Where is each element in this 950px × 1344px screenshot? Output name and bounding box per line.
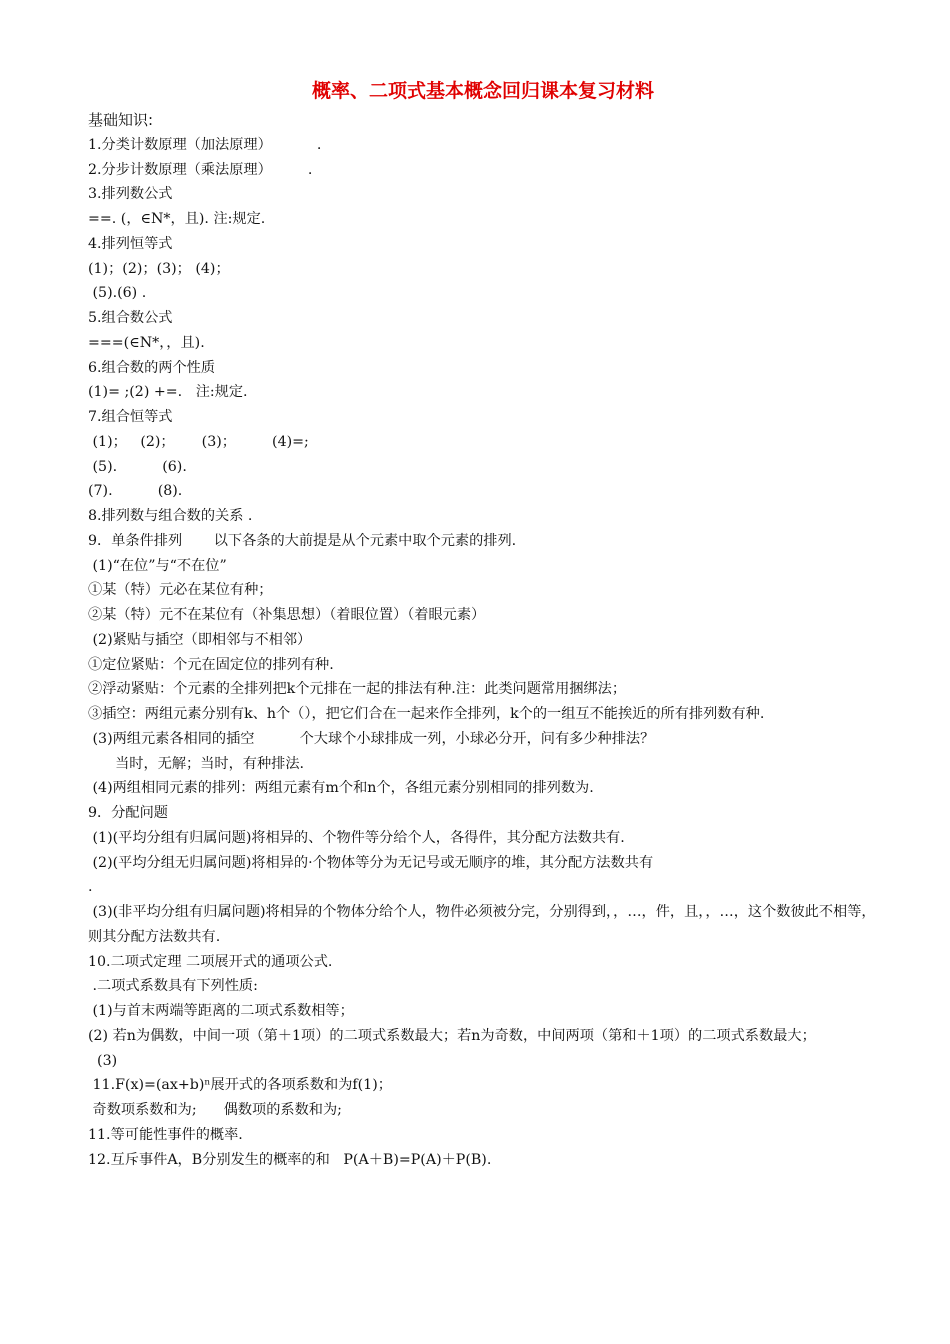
text-line: 11.等可能性事件的概率. bbox=[88, 1126, 243, 1143]
text-line: . bbox=[88, 879, 93, 896]
text-line: 5.组合数公式 bbox=[88, 310, 173, 326]
text-line: (3)两组元素各相同的插空 个大球个小球排成一列，小球必分开，问有多少种排法？ bbox=[88, 730, 655, 747]
text-line: (3)(非平均分组有归属问题)将相异的个物体分给个人，物件必须被分完，分别得到，，…，件，且，，…，这个数彼此不相等，则其分配方法数共有. bbox=[88, 904, 876, 945]
document-page bbox=[88, 78, 878, 1172]
text-line: 9．单条件排列 以下各条的大前提是从个元素中取个元素的排列. bbox=[88, 532, 517, 549]
text-line: (1)(平均分组有归属问题)将相异的、个物件等分给个人，各得件，其分配方法数共有. bbox=[88, 829, 625, 846]
text-line: (1)= ;(2) +=. 注:规定. bbox=[88, 384, 248, 401]
text-line: 10.二项式定理 二项展开式的通项公式. bbox=[88, 953, 333, 970]
text-line: ②浮动紧贴：个元素的全排列把k个元排在一起的排法有种.注：此类问题常用捆绑法； bbox=[88, 681, 627, 698]
text-line: (2)(平均分组无归属问题)将相异的·个物体等分为无记号或无顺序的堆，其分配方法数共有 bbox=[88, 854, 654, 871]
text-line: (5).(6) . bbox=[88, 285, 147, 302]
text-line: ===(∈N*，，且). bbox=[88, 334, 205, 351]
text-line: ①某（特）元必在某位有种； bbox=[88, 582, 273, 599]
text-line: 9．分配问题 bbox=[88, 805, 168, 821]
text-line: (1)； (2)； (3)； (4)=; bbox=[88, 433, 309, 450]
text-line: 基础知识: bbox=[88, 111, 154, 129]
text-line: 11.F(x)=(ax+b)ⁿ展开式的各项系数和为f(1)； bbox=[88, 1077, 392, 1094]
text-line: 2.分步计数原理（乘法原理） . bbox=[88, 161, 313, 178]
text-line: (7). (8). bbox=[88, 483, 183, 500]
text-line: .二项式系数具有下列性质: bbox=[88, 978, 258, 995]
text-line: 8.排列数与组合数的关系 . bbox=[88, 508, 253, 524]
text-line: (5). (6). bbox=[88, 458, 187, 475]
text-line: (1)与首末两端等距离的二项式系数相等； bbox=[88, 1003, 354, 1019]
text-line: (2)紧贴与插空（即相邻与不相邻） bbox=[88, 631, 312, 648]
text-line: ②某（特）元不在某位有（补集思想）（着眼位置）（着眼元素） bbox=[88, 607, 486, 623]
text-line: 6.组合数的两个性质 bbox=[88, 359, 216, 376]
text-line: (2) 若n为偶数，中间一项（第＋1项）的二项式系数最大；若n为奇数，中间两项（第和＋1项）的二项式系数最大； bbox=[88, 1027, 816, 1044]
text-line: 奇数项系数和为; 偶数项的系数和为; bbox=[88, 1102, 342, 1118]
text-line: (4)两组相同元素的排列：两组元素有m个和n个，各组元素分别相同的排列数为. bbox=[88, 780, 594, 797]
text-line: (1)；(2)；(3)； (4)； bbox=[88, 260, 230, 277]
text-line: ①定位紧贴：个元在固定位的排列有种. bbox=[88, 656, 334, 673]
text-line: (1)“在位”与“不在位” bbox=[88, 557, 227, 574]
text-line: (3) bbox=[88, 1052, 118, 1069]
text-line: 3.排列数公式 bbox=[88, 186, 173, 203]
document-title: 概率、二项式基本概念回归课本复习材料 bbox=[311, 80, 654, 102]
text-line: ③插空：两组元素分别有k、h个（），把它们合在一起来作全排列，k个的一组互不能挨近的所有排列数有种. bbox=[88, 706, 765, 722]
text-line: 1.分类计数原理（加法原理） . bbox=[88, 136, 322, 153]
text-line: 12.互斥事件A，B分别发生的概率的和 P(A＋B)=P(A)＋P(B). bbox=[88, 1151, 492, 1168]
text-line: 7.组合恒等式 bbox=[88, 409, 173, 425]
text-line: 当时，无解；当时，有种排法. bbox=[88, 755, 305, 772]
text-line: ==. (，∈N*，且). 注:规定. bbox=[88, 211, 266, 227]
document-body bbox=[88, 108, 878, 1172]
text-line: 4.排列恒等式 bbox=[88, 235, 173, 252]
